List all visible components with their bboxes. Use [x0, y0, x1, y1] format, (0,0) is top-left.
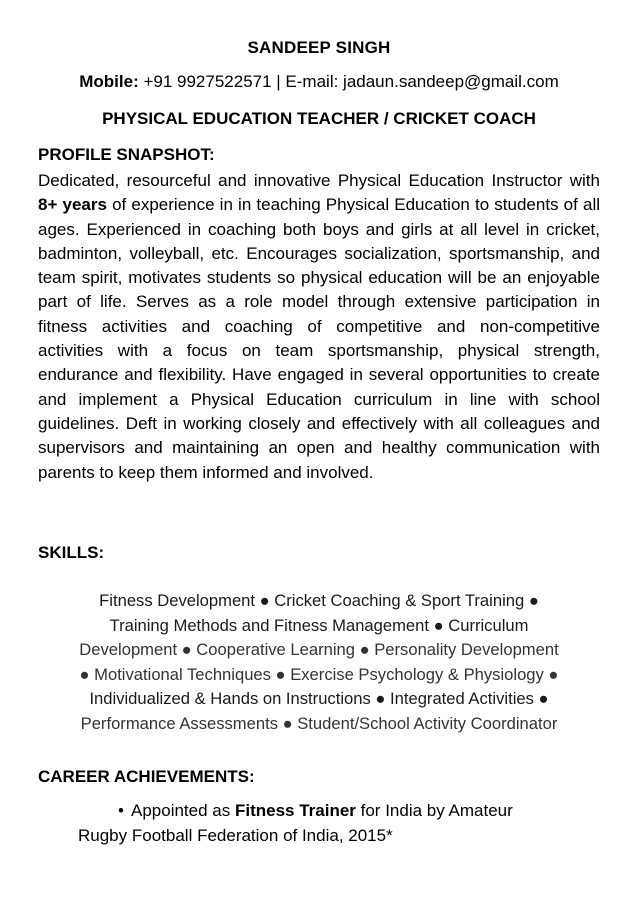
skills-heading: SKILLS: — [38, 543, 105, 562]
achievement-item — [78, 799, 600, 848]
career-heading: CAREER ACHIEVEMENTS: — [38, 767, 255, 786]
profile-heading: PROFILE SNAPSHOT: — [38, 145, 215, 164]
achievement-text-part2: for India by Amateur — [355, 801, 513, 820]
skills-list — [38, 589, 600, 736]
profile-text-part1: Dedicated, resourceful and innovative Physical Education Instructor with — [38, 171, 600, 190]
skills-line: Fitness Development ● Cricket Coaching & Sport Training ● — [99, 591, 539, 610]
skills-line: Training Methods and Fitness Management ● Curriculum — [109, 615, 529, 635]
job-title: PHYSICAL EDUCATION TEACHER / CRICKET COACH — [102, 109, 536, 128]
skills-line: Development ● Cooperative Learning ● Personality Development — [79, 640, 559, 659]
profile-summary — [38, 169, 600, 485]
skills-line: ● Motivational Techniques ● Exercise Psychology & Physiology ● — [79, 664, 559, 684]
experience-years: 8+ years — [38, 195, 107, 215]
achievement-text-part1: Appointed as — [131, 801, 235, 820]
contact-line — [0, 72, 638, 92]
achievement-role: Fitness Trainer — [234, 801, 356, 820]
bullet-icon: • — [118, 801, 124, 820]
contact-details: +91 9927522571 | E-mail: jadaun.sandeep@gmail.com — [138, 72, 559, 91]
profile-text-part2: of experience in in teaching Physical Education to students of all ages. Experienced in coaching both boys and girls at all level in cricket, badminton, volleyball, etc. Encourages socialization, sportsmanship, and team spirit, motivates students so physical education will be an enjoyable part of life. Serves as a role model through extensive participation in fitness activities and coaching of competitive and non-competitive activities with a focus on team sportsmanship, physical strength, endurance and flexibility. Have engaged in several opportunities to create and implement a Physical Education curriculum in line with school guidelines. Deft in working closely and effectively with all colleagues and supervisors and maintaining an open and healthy communication with parents to keep them informed and involved. — [38, 195, 600, 482]
candidate-name: SANDEEP SINGH — [247, 38, 391, 57]
mobile-label: Mobile: — [79, 72, 139, 91]
achievement-text-line2: Rugby Football Federation of India, 2015* — [78, 825, 393, 845]
skills-line: Individualized & Hands on Instructions ● Integrated Activities ● — [89, 689, 549, 708]
skills-line: Performance Assessments ● Student/School Activity Coordinator — [80, 713, 558, 733]
